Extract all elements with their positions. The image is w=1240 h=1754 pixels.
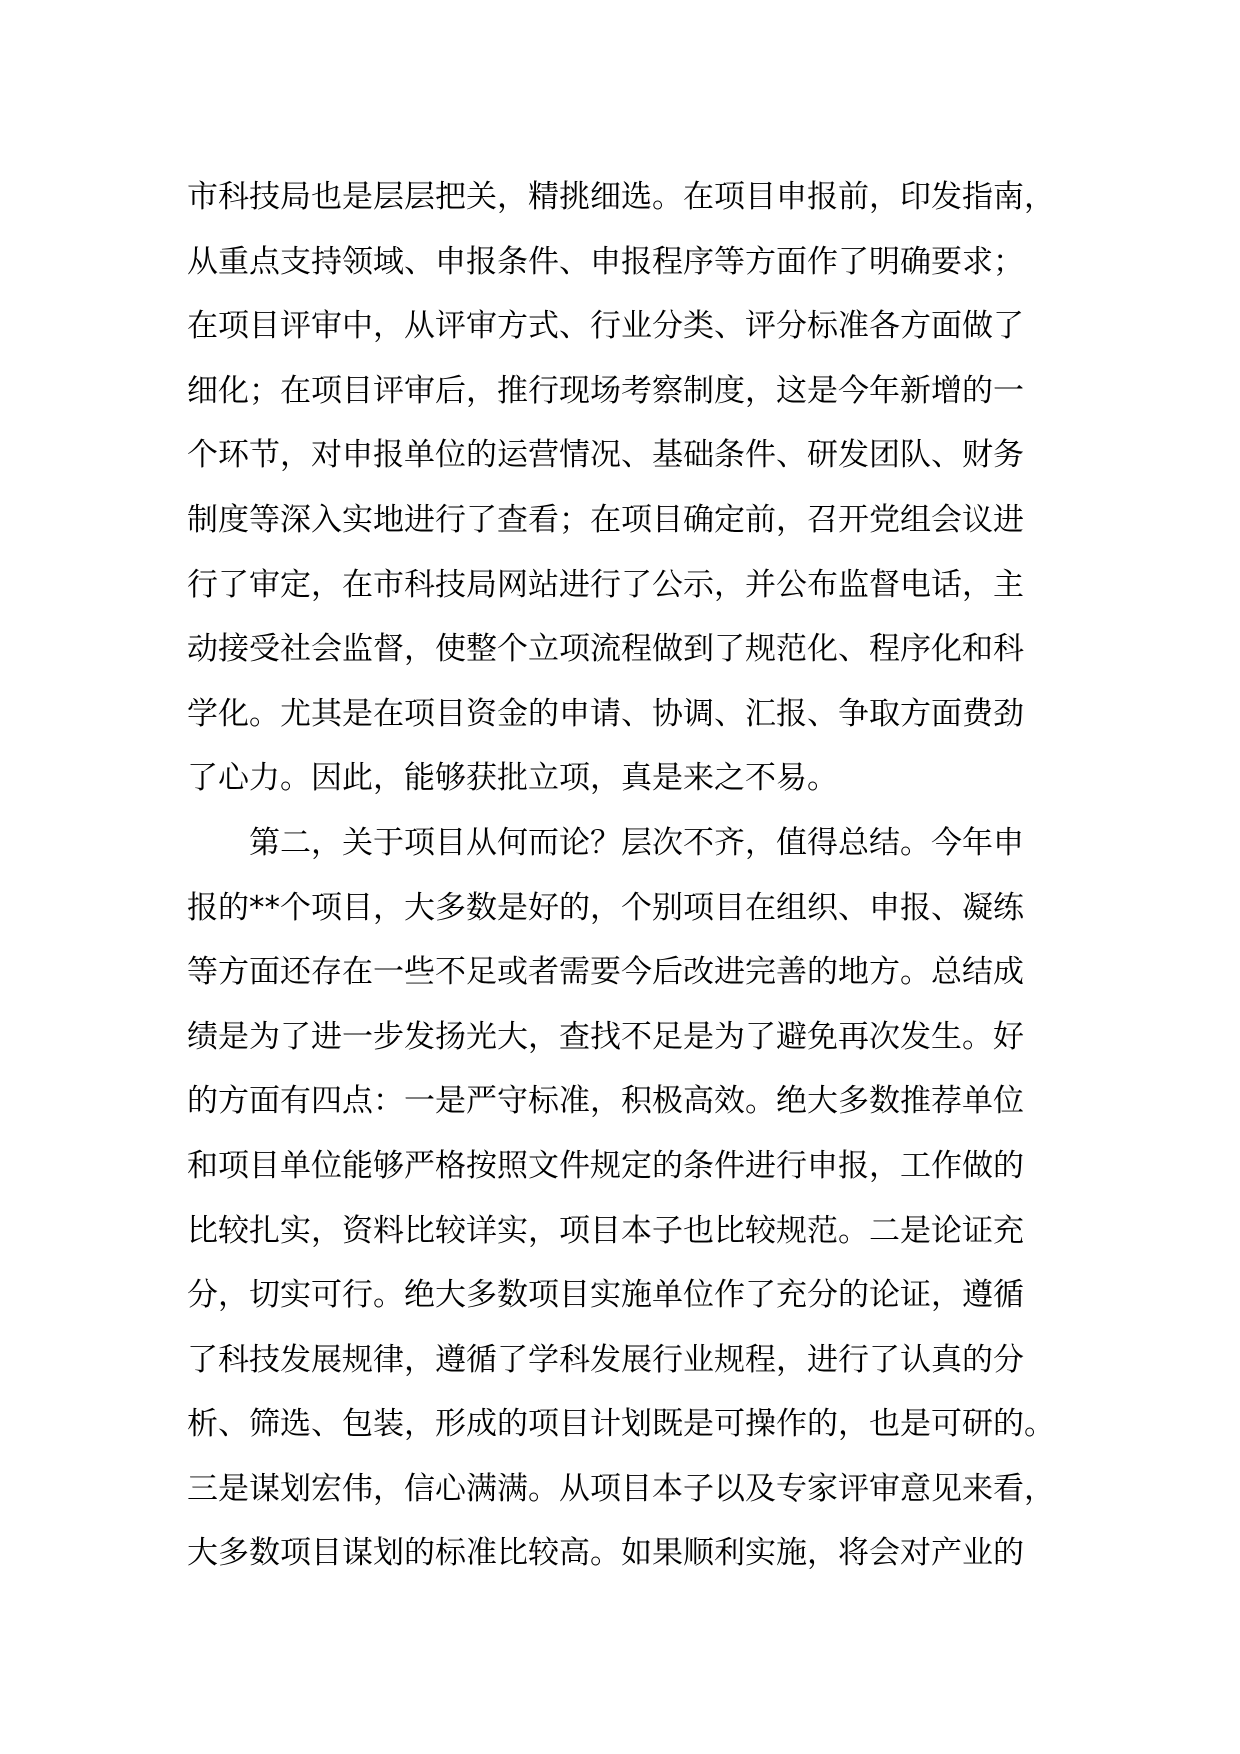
text-line: 学化。尤其是在项目资金的申请、协调、汇报、争取方面费劲: [187, 695, 1024, 732]
text-line: 动接受社会监督，使整个立项流程做到了规范化、程序化和科: [187, 631, 1024, 668]
text-line: 从重点支持领域、申报条件、申报程序等方面作了明确要求；: [187, 243, 1024, 280]
text-line: 细化；在项目评审后，推行现场考察制度，这是今年新增的一: [187, 372, 1024, 409]
paragraph-start-line: 第二，关于项目从何而论？层次不齐，值得总结。今年申: [249, 824, 1024, 861]
text-line: 大多数项目谋划的标准比较高。如果顺利实施，将会对产业的: [187, 1535, 1024, 1572]
text-line: 和项目单位能够严格按照文件规定的条件进行申报，工作做的: [187, 1147, 1024, 1184]
text-line: 在项目评审中，从评审方式、行业分类、评分标准各方面做了: [187, 308, 1024, 345]
text-line: 绩是为了进一步发扬光大，查找不足是为了避免再次发生。好: [187, 1018, 1024, 1055]
text-line: 比较扎实，资料比较详实，项目本子也比较规范。二是论证充: [187, 1212, 1024, 1249]
text-line: 了心力。因此，能够获批立项，真是来之不易。: [187, 760, 838, 797]
document-body: [187, 165, 1087, 1586]
text-line: 等方面还存在一些不足或者需要今后改进完善的地方。总结成: [187, 954, 1024, 991]
text-line: 市科技局也是层层把关，精挑细选。在项目申报前，印发指南，: [187, 179, 1055, 215]
text-line: 报的**个项目，大多数是好的，个别项目在组织、申报、凝练: [187, 889, 1024, 926]
text-line: 三是谋划宏伟，信心满满。从项目本子以及专家评审意见来看，: [187, 1470, 1055, 1507]
text-line: 了科技发展规律，遵循了学科发展行业规程，进行了认真的分: [187, 1341, 1024, 1378]
text-line: 制度等深入实地进行了查看；在项目确定前，召开党组会议进: [187, 501, 1024, 538]
text-line: 个环节，对申报单位的运营情况、基础条件、研发团队、财务: [187, 437, 1024, 474]
text-line: 析、筛选、包装，形成的项目计划既是可操作的，也是可研的。: [187, 1406, 1055, 1443]
text-line: 行了审定，在市科技局网站进行了公示，并公布监督电话，主: [187, 566, 1024, 603]
text-line: 的方面有四点：一是严守标准，积极高效。绝大多数推荐单位: [187, 1083, 1024, 1120]
text-line: 分，切实可行。绝大多数项目实施单位作了充分的论证，遵循: [187, 1277, 1024, 1314]
